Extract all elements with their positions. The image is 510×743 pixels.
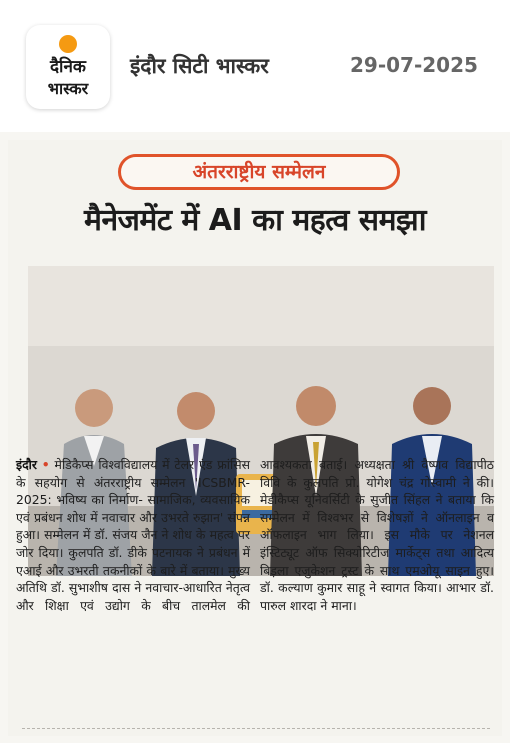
publication-date: 29-07-2025	[350, 53, 478, 77]
article-body	[16, 456, 494, 614]
publication-header	[0, 0, 510, 132]
news-clipping	[8, 140, 502, 736]
dateline: इंदौर	[16, 457, 37, 472]
logo-line-1: दैनिक	[50, 57, 86, 77]
bottom-divider	[22, 728, 490, 729]
article-paragraph	[16, 456, 494, 614]
dainik-bhaskar-logo	[26, 25, 110, 109]
body-text: मेडिकैप्स विश्वविद्यालय में टेलर एंड फ्रांसिस के सहयोग से अंतरराष्ट्रीय सम्मेलन 'ICSBMR-2025: भविष्य का निर्माण- सामाजिक, व्यवसायिक एवं प्रबंधन शोध में नवाचार और उभरते रुझान' संपन्न हुआ। सम्मेलन में डॉ. संजय जैन ने शोध के महत्व पर जोर दिया। कुलपति डॉ. डीके पटनायक ने प्रबंधन में एआई और उभरती तकनीकों के बारे में बताया। मुख्य अतिथि डॉ. सुभाशीष दास ने नवाचार-आधारित नेतृत्व और शिक्षा एवं उद्योग के बीच तालमेल की आवश्यकता बताई। अध्यक्षता श्री वैष्णव विद्यापीठ विवि के कुलपति प्रो. योगेश चंद्र गोस्वामी ने की। मेडीकैप्स यूनिवर्सिटी के सुजीत सिंहल ने बताया कि सम्मेलन में विश्वभर से विशेषज्ञों ने ऑनलाइन व ऑफलाइन भाग लिया। इस मौके पर नेशनल इंस्टिट्यूट ऑफ सिक्योरिटीज मार्केट्स तथा आदित्य बिड़ला एजुकेशन ट्रस्ट के साथ एमओयू साइन हुए। डॉ. कल्याण कुमार साहू ने स्वागत किया। आभार डॉ. पारुल शारदा ने माना।	[16, 457, 494, 613]
headline: मैनेजमेंट में AI का महत्व समझा	[84, 203, 426, 238]
kicker-label: अंतरराष्ट्रीय सम्मेलन	[118, 154, 400, 190]
logo-line-2: भास्कर	[47, 79, 89, 98]
dateline-separator: •	[41, 457, 50, 472]
sun-icon	[59, 35, 77, 53]
publication-name: इंदौर सिटी भास्कर	[130, 54, 269, 78]
